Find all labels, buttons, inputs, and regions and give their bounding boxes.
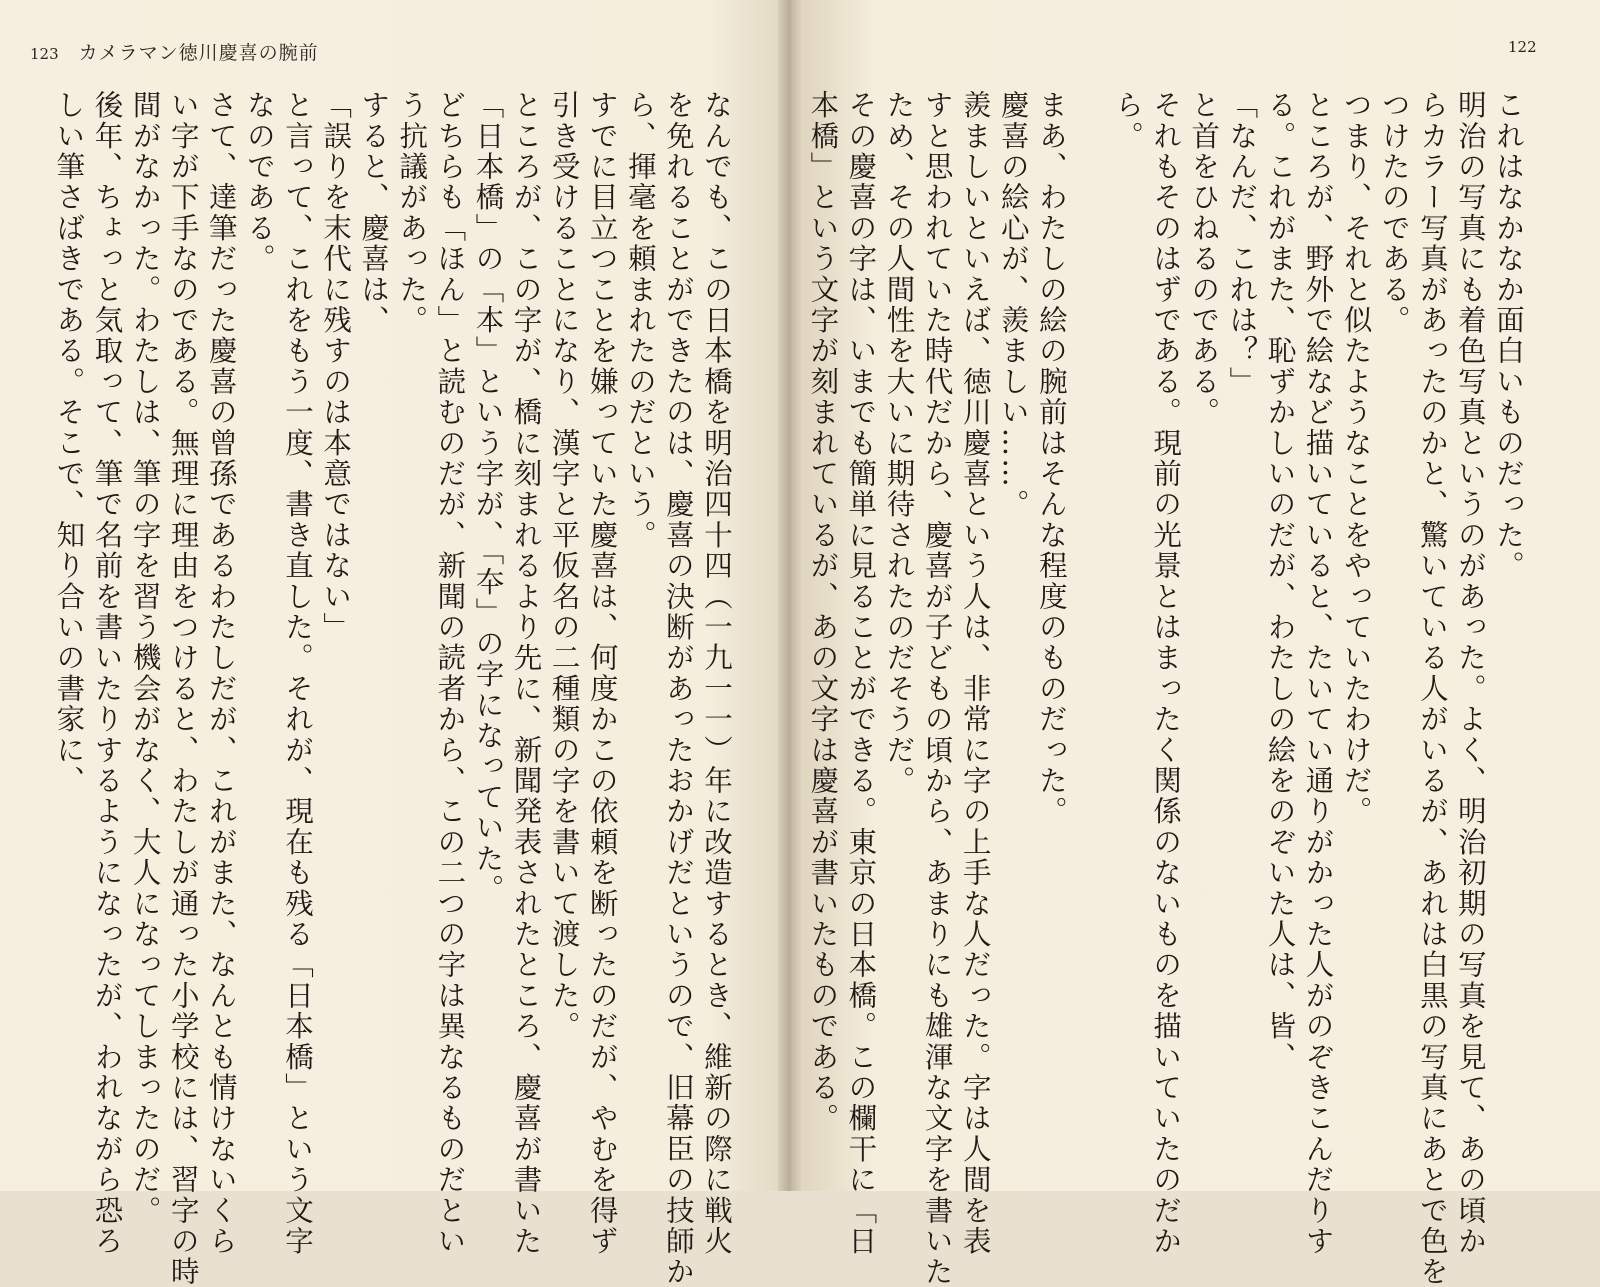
right-page-body xyxy=(806,90,1527,1287)
text-line: つけたのである。 xyxy=(1377,90,1411,336)
right-page-number: 122 xyxy=(1508,38,1537,56)
text-line: つまり、それと似たようなことをやっていたわけだ。 xyxy=(1339,90,1373,827)
text-line: 本橋」という文字が刻まれているが、あの文字は慶喜が書いたものである。 xyxy=(806,90,840,1134)
text-line: ため、その人間性を大いに期待されたのだそうだ。 xyxy=(882,90,916,797)
text-line: う抗議があった。 xyxy=(395,90,429,336)
text-line: 羨ましいといえば、徳川慶喜という人は、非常に字の上手な人だった。字は人間を表 xyxy=(958,90,992,1257)
text-line: その慶喜の字は、いまでも簡単に見ることができる。東京の日本橋。この欄干に「日 xyxy=(844,90,878,1257)
text-line: 間がなかった。わたしは、筆の字を習う機会がなく、大人になってしまったのだ。 xyxy=(128,90,162,1226)
text-line: ら。 xyxy=(1111,90,1145,152)
text-line: それもそのはずである。現前の光景とはまったく関係のないものを描いていたのだか xyxy=(1149,90,1183,1257)
left-page-header xyxy=(30,38,319,65)
text-line: さて、達筆だった慶喜の曾孫であるわたしだが、これがまた、なんとも情けないくら xyxy=(204,90,238,1257)
text-line: なんでも、この日本橋を明治四十四（一九一一）年に改造するとき、維新の際に戦火 xyxy=(700,90,733,1257)
text-line: しい筆さばきである。そこで、知り合いの書家に、 xyxy=(52,90,86,797)
text-line: すでに目立つことを嫌っていた慶喜は、何度かこの依頼を断ったのだが、やむを得ず xyxy=(585,90,619,1257)
right-page-header xyxy=(1508,38,1537,56)
text-line: る。これがまた、恥ずかしいのだが、わたしの絵をのぞいた人は、皆、 xyxy=(1263,90,1297,1073)
text-line: 明治の写真にも着色写真というのがあった。よく、明治初期の写真を見て、あの頃か xyxy=(1453,90,1487,1257)
text-line: と首をひねるのである。 xyxy=(1187,90,1221,428)
text-line: これはなかなか面白いものだった。 xyxy=(1492,90,1525,582)
text-line: まあ、わたしの絵の腕前はそんな程度のものだった。 xyxy=(1034,90,1068,827)
text-line: ら、揮毫を頼まれたのだという。 xyxy=(623,90,657,551)
text-line: 引き受けることになり、漢字と平仮名の二種類の字を書いて渡した。 xyxy=(547,90,581,1042)
blank-line xyxy=(1070,90,1108,1130)
text-line: 慶喜の絵心が、羨ましい……。 xyxy=(996,90,1030,520)
text-line: すと思われていた時代だから、慶喜が子どもの頃から、あまりにも雄渾な文字を書いた xyxy=(920,90,954,1287)
text-line: い字が下手なのである。無理に理由をつけると、わたしが通った小学校には、習字の時 xyxy=(166,90,200,1287)
text-line: 後年、ちょっと気取って、筆で名前を書いたりするようになったが、われながら恐ろ xyxy=(90,90,124,1257)
running-title: カメラマン徳川慶喜の腕前 xyxy=(78,42,319,64)
left-page-body xyxy=(30,90,735,1287)
text-line: どちらも「ほん」と読むのだが、新聞の読者から、この二つの字は異なるものだとい xyxy=(433,90,467,1257)
book-gutter xyxy=(778,0,804,1191)
left-page-number: 123 xyxy=(30,45,59,63)
text-line: 「誤りを末代に残すのは本意ではない」 xyxy=(319,90,353,643)
text-line: ところが、野外で絵など描いていると、たいてい通りがかった人がのぞきこんだりす xyxy=(1301,90,1335,1257)
text-line: なのである。 xyxy=(242,90,276,275)
text-line: と言って、これをもう一度、書き直した。それが、現在も残る「日本橋」という文字 xyxy=(280,90,314,1257)
text-line: らカラー写真があったのかと、驚いている人がいるが、あれは白黒の写真にあとで色を xyxy=(1415,90,1449,1287)
text-line: を免れることができたのは、慶喜の決断があったおかげだというので、旧幕臣の技師か xyxy=(661,90,695,1287)
text-line: すると、慶喜は、 xyxy=(357,90,391,336)
text-line: 「なんだ、これは？」 xyxy=(1225,90,1259,397)
text-line: 「日本橋」の「本」という字が、「夲」の字になっていた。 xyxy=(471,90,505,905)
text-line: ところが、この字が、橋に刻まれるより先に、新聞発表されたところ、慶喜が書いた xyxy=(509,90,543,1257)
